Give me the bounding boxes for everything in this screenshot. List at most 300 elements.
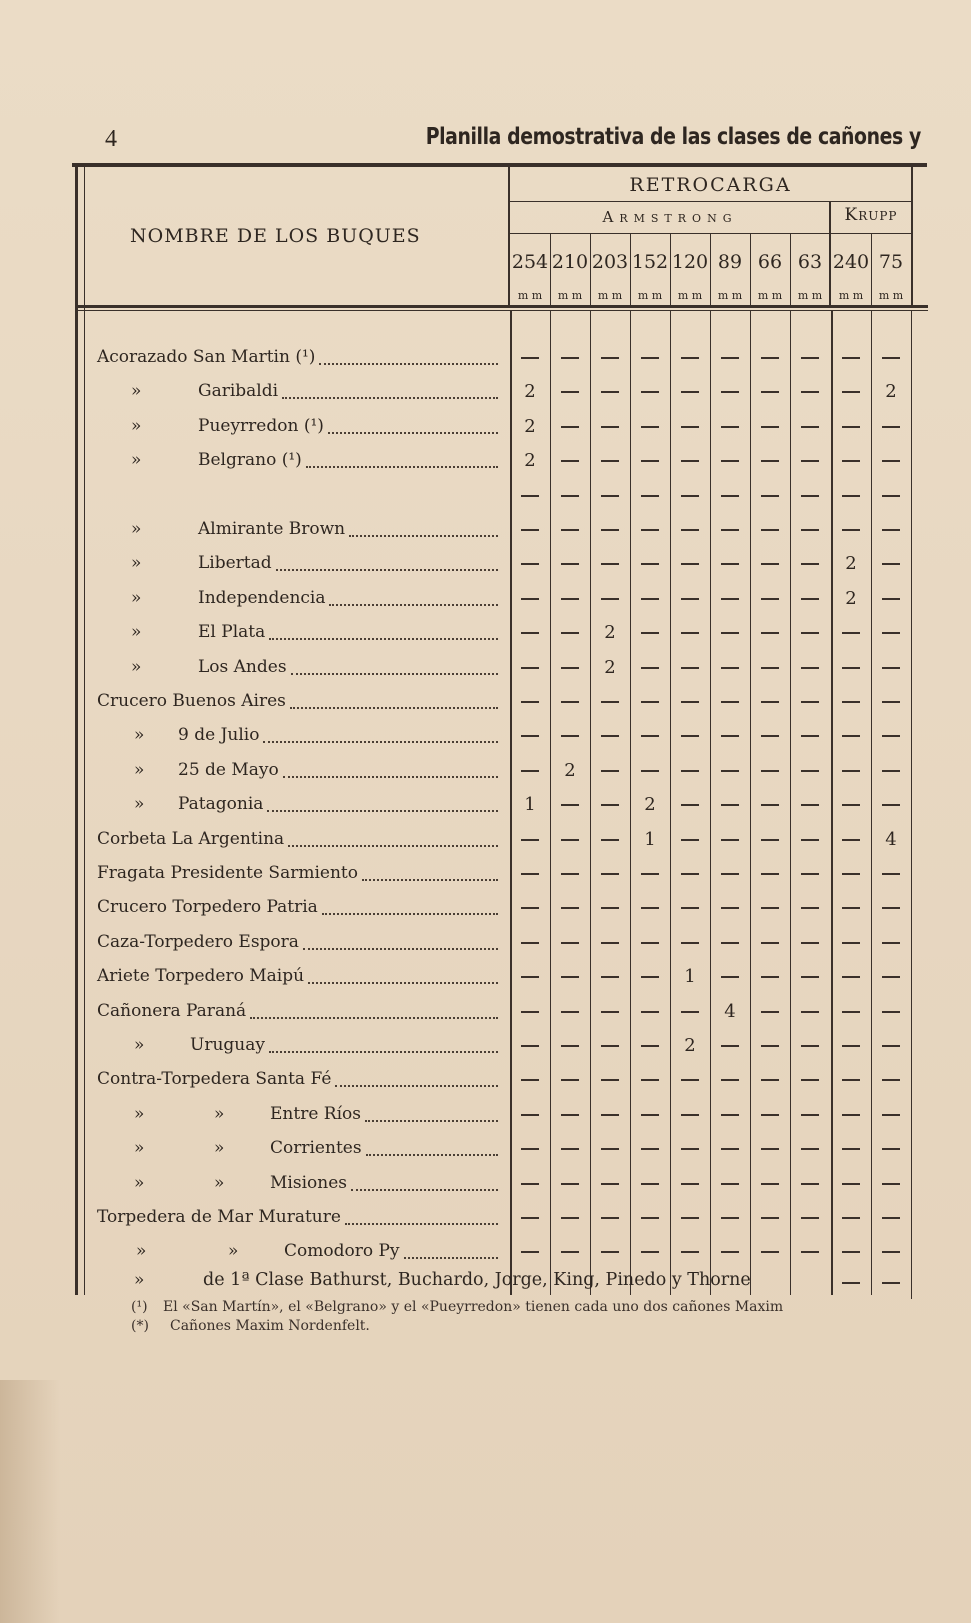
table-cell bbox=[670, 1173, 710, 1194]
ship-name: Crucero Buenos Aires bbox=[97, 691, 286, 711]
table-cell bbox=[871, 760, 911, 781]
table-cell bbox=[790, 794, 830, 815]
table-cell bbox=[750, 691, 790, 712]
dash-mark bbox=[521, 1045, 539, 1047]
table-cell bbox=[871, 1173, 911, 1194]
dash-mark bbox=[641, 907, 659, 909]
ship-name: Almirante Brown bbox=[198, 519, 346, 539]
table-cell bbox=[670, 347, 710, 368]
dash-mark bbox=[801, 563, 819, 565]
dash-mark bbox=[641, 873, 659, 875]
table-cell bbox=[550, 485, 590, 506]
table-cell bbox=[670, 829, 710, 850]
dash-mark bbox=[521, 563, 539, 565]
table-cell bbox=[630, 485, 670, 506]
table-cell bbox=[790, 1173, 830, 1194]
table-cell bbox=[710, 966, 750, 987]
dash-mark bbox=[561, 1251, 579, 1253]
table-cell bbox=[670, 691, 710, 712]
dot-leader bbox=[365, 1119, 498, 1122]
table-cell bbox=[630, 863, 670, 884]
caliber-label: 66 bbox=[757, 251, 783, 273]
table-cell bbox=[750, 760, 790, 781]
running-title: Planilla demostrativa de las clases de cañones y bbox=[425, 124, 921, 150]
table-cell bbox=[831, 725, 871, 746]
dash-mark bbox=[681, 1183, 699, 1185]
dash-mark bbox=[842, 426, 860, 428]
ditto-mark: » bbox=[131, 450, 142, 470]
table-cell bbox=[630, 381, 670, 402]
caliber-unit: m m bbox=[557, 289, 583, 302]
table-cell bbox=[670, 657, 710, 678]
dash-mark bbox=[761, 1217, 779, 1219]
table-cell bbox=[550, 725, 590, 746]
dash-mark bbox=[561, 839, 579, 841]
table-cell bbox=[510, 622, 550, 643]
ship-name: Fragata Presidente Sarmiento bbox=[97, 863, 358, 883]
table-cell: 2 bbox=[885, 381, 897, 402]
table-cell bbox=[630, 347, 670, 368]
dash-mark bbox=[641, 735, 659, 737]
table-cell bbox=[790, 519, 830, 540]
table-cell bbox=[550, 897, 590, 918]
table-cell bbox=[710, 691, 750, 712]
dash-mark bbox=[761, 460, 779, 462]
table-cell bbox=[510, 1069, 550, 1090]
table-cell bbox=[550, 966, 590, 987]
table-cell bbox=[510, 1241, 550, 1262]
dash-mark bbox=[842, 1148, 860, 1150]
table-cell bbox=[590, 829, 630, 850]
table-cell bbox=[590, 1001, 630, 1022]
dot-leader bbox=[308, 981, 498, 984]
table-cell bbox=[831, 1035, 871, 1056]
ship-name: Ariete Torpedero Maipú bbox=[97, 966, 305, 986]
table-cell bbox=[590, 1207, 630, 1228]
dash-mark bbox=[801, 1045, 819, 1047]
dash-mark bbox=[801, 770, 819, 772]
dash-mark bbox=[842, 667, 860, 669]
table-cell bbox=[831, 897, 871, 918]
dash-mark bbox=[521, 907, 539, 909]
dash-mark bbox=[681, 598, 699, 600]
dash-mark bbox=[721, 460, 739, 462]
dash-mark bbox=[641, 426, 659, 428]
dash-mark bbox=[882, 735, 900, 737]
dot-leader bbox=[349, 534, 498, 537]
dash-mark bbox=[561, 976, 579, 978]
table-cell bbox=[750, 794, 790, 815]
table-cell bbox=[831, 416, 871, 437]
table-cell bbox=[590, 1241, 630, 1262]
table-right-frame bbox=[911, 167, 913, 307]
dash-mark bbox=[641, 632, 659, 634]
dot-leader bbox=[329, 603, 498, 606]
footnote-text: Cañones Maxim Nordenfelt. bbox=[170, 1318, 370, 1334]
table-cell bbox=[670, 1241, 710, 1262]
table-cell bbox=[831, 381, 871, 402]
dash-mark bbox=[521, 839, 539, 841]
table-cell bbox=[710, 1173, 750, 1194]
dash-mark bbox=[761, 529, 779, 531]
dash-mark bbox=[601, 1079, 619, 1081]
dash-mark bbox=[761, 873, 779, 875]
dash-mark bbox=[681, 391, 699, 393]
ditto-mark: » bbox=[214, 1138, 225, 1158]
table-cell bbox=[710, 725, 750, 746]
table-cell bbox=[710, 932, 750, 953]
dash-mark bbox=[641, 976, 659, 978]
dash-mark bbox=[681, 495, 699, 497]
ditto-mark: » bbox=[134, 1138, 145, 1158]
table-cell bbox=[550, 1069, 590, 1090]
dash-mark bbox=[882, 976, 900, 978]
table-cell bbox=[790, 485, 830, 506]
dash-mark bbox=[641, 460, 659, 462]
ship-name: Patagonia bbox=[178, 794, 264, 814]
caliber-separator bbox=[550, 234, 551, 306]
ditto-mark: » bbox=[134, 1104, 145, 1124]
dash-mark bbox=[601, 1148, 619, 1150]
dash-mark bbox=[561, 1217, 579, 1219]
dash-mark bbox=[882, 357, 900, 359]
dash-mark bbox=[521, 1114, 539, 1116]
dot-leader bbox=[404, 1256, 498, 1259]
table-cell bbox=[510, 932, 550, 953]
table-cell bbox=[710, 829, 750, 850]
dash-mark bbox=[681, 357, 699, 359]
dash-mark bbox=[842, 770, 860, 772]
dash-mark bbox=[882, 632, 900, 634]
dash-mark bbox=[641, 1079, 659, 1081]
dash-mark bbox=[761, 1148, 779, 1150]
table-cell bbox=[590, 691, 630, 712]
table-cell bbox=[831, 1069, 871, 1090]
caliber-unit: m m bbox=[838, 289, 864, 302]
dash-mark bbox=[882, 1183, 900, 1185]
caliber-separator bbox=[630, 234, 631, 306]
table-cell bbox=[710, 1138, 750, 1159]
caliber-unit: m m bbox=[757, 289, 783, 302]
table-cell bbox=[710, 347, 750, 368]
caliber-unit: m m bbox=[717, 289, 743, 302]
dash-mark bbox=[681, 839, 699, 841]
table-cell bbox=[750, 416, 790, 437]
dash-mark bbox=[641, 495, 659, 497]
dash-mark bbox=[681, 529, 699, 531]
dot-leader bbox=[291, 672, 498, 675]
ship-name: Belgrano (¹) bbox=[198, 450, 302, 470]
dash-mark bbox=[521, 976, 539, 978]
table-cell bbox=[750, 829, 790, 850]
table-cell bbox=[790, 381, 830, 402]
table-cell bbox=[630, 657, 670, 678]
dot-leader bbox=[267, 809, 498, 812]
header-bottom-rule-thin bbox=[78, 310, 928, 311]
table-cell bbox=[750, 588, 790, 609]
table-cell bbox=[871, 622, 911, 643]
dash-mark bbox=[681, 942, 699, 944]
table-cell bbox=[590, 1138, 630, 1159]
dash-mark bbox=[601, 1183, 619, 1185]
dash-mark bbox=[601, 907, 619, 909]
dash-mark bbox=[882, 495, 900, 497]
dash-mark bbox=[801, 1148, 819, 1150]
table-cell: 1 bbox=[524, 794, 536, 815]
dash-mark bbox=[801, 598, 819, 600]
table-cell bbox=[550, 588, 590, 609]
krupp-header: Krupp bbox=[844, 205, 898, 225]
ship-name: Independencia bbox=[198, 588, 326, 608]
ditto-mark: » bbox=[131, 622, 142, 642]
dash-mark bbox=[842, 839, 860, 841]
dash-mark bbox=[842, 460, 860, 462]
caliber-label: 210 bbox=[551, 251, 589, 273]
table-cell bbox=[590, 897, 630, 918]
table-cell bbox=[710, 794, 750, 815]
dash-mark bbox=[801, 804, 819, 806]
table-cell bbox=[710, 897, 750, 918]
dash-mark bbox=[561, 598, 579, 600]
table-cell bbox=[630, 1138, 670, 1159]
table-cell bbox=[590, 416, 630, 437]
dash-mark bbox=[521, 770, 539, 772]
table-cell bbox=[510, 553, 550, 574]
dash-mark bbox=[842, 942, 860, 944]
table-cell bbox=[871, 897, 911, 918]
table-cell bbox=[550, 1207, 590, 1228]
dash-mark bbox=[842, 907, 860, 909]
dash-mark bbox=[761, 976, 779, 978]
table-cell bbox=[831, 760, 871, 781]
dash-mark bbox=[801, 1183, 819, 1185]
table-cell bbox=[750, 1104, 790, 1125]
dash-mark bbox=[721, 426, 739, 428]
dash-mark bbox=[721, 1079, 739, 1081]
table-cell bbox=[831, 485, 871, 506]
dot-leader bbox=[335, 1084, 498, 1087]
table-cell: 1 bbox=[684, 966, 696, 987]
table-cell bbox=[510, 1138, 550, 1159]
dash-mark bbox=[681, 1114, 699, 1116]
dash-mark bbox=[681, 1217, 699, 1219]
table-cell bbox=[670, 760, 710, 781]
table-cell bbox=[710, 416, 750, 437]
table-cell bbox=[510, 691, 550, 712]
table-cell bbox=[871, 347, 911, 368]
dash-mark bbox=[801, 391, 819, 393]
ship-name: 9 de Julio bbox=[178, 725, 260, 745]
dash-mark bbox=[561, 1011, 579, 1013]
table-cell bbox=[550, 450, 590, 471]
dash-mark bbox=[521, 598, 539, 600]
dash-mark bbox=[721, 391, 739, 393]
table-cell bbox=[630, 1241, 670, 1262]
dash-mark bbox=[842, 1079, 860, 1081]
caliber-label: 120 bbox=[671, 251, 709, 273]
table-cell bbox=[590, 760, 630, 781]
dash-mark bbox=[882, 563, 900, 565]
table-cell bbox=[670, 416, 710, 437]
dash-mark bbox=[842, 495, 860, 497]
dash-mark bbox=[601, 357, 619, 359]
dash-mark bbox=[842, 1045, 860, 1047]
table-cell bbox=[831, 691, 871, 712]
dash-mark bbox=[561, 1079, 579, 1081]
dash-mark bbox=[842, 976, 860, 978]
table-cell: 4 bbox=[724, 1001, 736, 1022]
table-cell bbox=[630, 588, 670, 609]
dash-mark bbox=[882, 1011, 900, 1013]
ship-name: Pueyrredon (¹) bbox=[198, 416, 324, 436]
table-cell: 2 bbox=[684, 1035, 696, 1056]
table-cell bbox=[790, 1104, 830, 1125]
table-cell bbox=[831, 829, 871, 850]
table-cell bbox=[710, 588, 750, 609]
table-cell bbox=[590, 1173, 630, 1194]
dash-mark bbox=[721, 495, 739, 497]
table-cell bbox=[670, 1001, 710, 1022]
table-cell bbox=[831, 622, 871, 643]
dash-mark bbox=[801, 1079, 819, 1081]
table-cell bbox=[790, 450, 830, 471]
table-cell bbox=[630, 691, 670, 712]
table-cell bbox=[550, 553, 590, 574]
dash-mark bbox=[801, 976, 819, 978]
dash-mark bbox=[561, 426, 579, 428]
table-cell bbox=[790, 553, 830, 574]
table-cell bbox=[871, 588, 911, 609]
dash-mark bbox=[801, 735, 819, 737]
dash-mark bbox=[721, 735, 739, 737]
table-cell bbox=[550, 381, 590, 402]
ditto-mark: » bbox=[131, 657, 142, 677]
dot-leader bbox=[362, 878, 498, 881]
table-cell bbox=[710, 863, 750, 884]
dot-leader bbox=[328, 431, 498, 434]
dash-mark bbox=[601, 770, 619, 772]
dash-mark bbox=[721, 907, 739, 909]
dash-mark bbox=[761, 1079, 779, 1081]
table-cell bbox=[790, 760, 830, 781]
dash-mark bbox=[561, 1148, 579, 1150]
caliber-separator bbox=[710, 234, 711, 306]
table-cell bbox=[550, 1241, 590, 1262]
dash-mark bbox=[641, 1148, 659, 1150]
last-row-text: de 1ª Clase Bathurst, Buchardo, Jorge, King, Pinedo y Thorne bbox=[203, 1270, 751, 1290]
ship-name: Misiones bbox=[270, 1173, 347, 1193]
caliber-unit: m m bbox=[878, 289, 904, 302]
page-number: 4 bbox=[105, 126, 117, 152]
table-cell bbox=[871, 725, 911, 746]
table-cell bbox=[550, 829, 590, 850]
table-cell bbox=[790, 1241, 830, 1262]
caliber-separator bbox=[871, 234, 872, 306]
dash-mark bbox=[882, 770, 900, 772]
table-cell bbox=[590, 553, 630, 574]
dash-mark bbox=[521, 735, 539, 737]
caliber-separator bbox=[670, 234, 671, 306]
dash-mark bbox=[681, 735, 699, 737]
table-cell bbox=[790, 725, 830, 746]
dash-mark bbox=[761, 1045, 779, 1047]
table-cell bbox=[510, 588, 550, 609]
dash-mark bbox=[641, 942, 659, 944]
dash-mark bbox=[561, 1045, 579, 1047]
dash-mark bbox=[761, 426, 779, 428]
dash-mark bbox=[601, 426, 619, 428]
ship-name: Los Andes bbox=[198, 657, 287, 677]
table-cell bbox=[670, 1138, 710, 1159]
table-cell bbox=[590, 450, 630, 471]
table-cell bbox=[630, 622, 670, 643]
table-cell bbox=[750, 1138, 790, 1159]
table-cell bbox=[550, 691, 590, 712]
dash-mark bbox=[601, 1251, 619, 1253]
table-cell bbox=[750, 519, 790, 540]
ditto-mark: » bbox=[131, 519, 142, 539]
table-cell: 2 bbox=[524, 381, 536, 402]
table-cell bbox=[510, 1207, 550, 1228]
table-cell bbox=[750, 347, 790, 368]
dash-mark bbox=[761, 357, 779, 359]
table-cell bbox=[510, 1001, 550, 1022]
dash-mark bbox=[641, 1011, 659, 1013]
table-cell: 2 bbox=[604, 622, 616, 643]
dash-mark bbox=[801, 632, 819, 634]
dash-mark bbox=[801, 839, 819, 841]
dash-mark bbox=[681, 804, 699, 806]
ship-name: Garibaldi bbox=[198, 381, 279, 401]
dash-mark bbox=[801, 873, 819, 875]
table-cell bbox=[630, 450, 670, 471]
dot-leader bbox=[306, 465, 498, 468]
table-cell bbox=[670, 725, 710, 746]
dot-leader bbox=[282, 396, 498, 399]
ditto-mark: » bbox=[134, 794, 145, 814]
ship-name: Torpedera de Mar Murature bbox=[97, 1207, 341, 1227]
dash-mark bbox=[801, 495, 819, 497]
footnote-mark: (*) bbox=[131, 1318, 149, 1334]
top-rule bbox=[72, 163, 927, 167]
dash-mark bbox=[561, 735, 579, 737]
dash-mark bbox=[521, 529, 539, 531]
dash-mark bbox=[601, 495, 619, 497]
dash-mark bbox=[882, 1045, 900, 1047]
table-cell bbox=[831, 863, 871, 884]
dash-mark bbox=[601, 873, 619, 875]
table-cell bbox=[630, 416, 670, 437]
table-cell: 4 bbox=[885, 829, 897, 850]
table-cell bbox=[831, 1104, 871, 1125]
table-cell bbox=[630, 966, 670, 987]
table-cell bbox=[550, 1104, 590, 1125]
table-cell bbox=[670, 1207, 710, 1228]
table-cell bbox=[750, 966, 790, 987]
dash-mark bbox=[561, 563, 579, 565]
dot-leader bbox=[322, 912, 498, 915]
dash-mark bbox=[681, 563, 699, 565]
table-cell bbox=[670, 588, 710, 609]
dash-mark bbox=[641, 598, 659, 600]
table-cell bbox=[790, 347, 830, 368]
dash-mark bbox=[601, 1045, 619, 1047]
table-cell bbox=[590, 1069, 630, 1090]
dash-mark bbox=[761, 804, 779, 806]
ship-name: Corrientes bbox=[270, 1138, 362, 1158]
table-cell bbox=[670, 622, 710, 643]
table-cell bbox=[750, 863, 790, 884]
